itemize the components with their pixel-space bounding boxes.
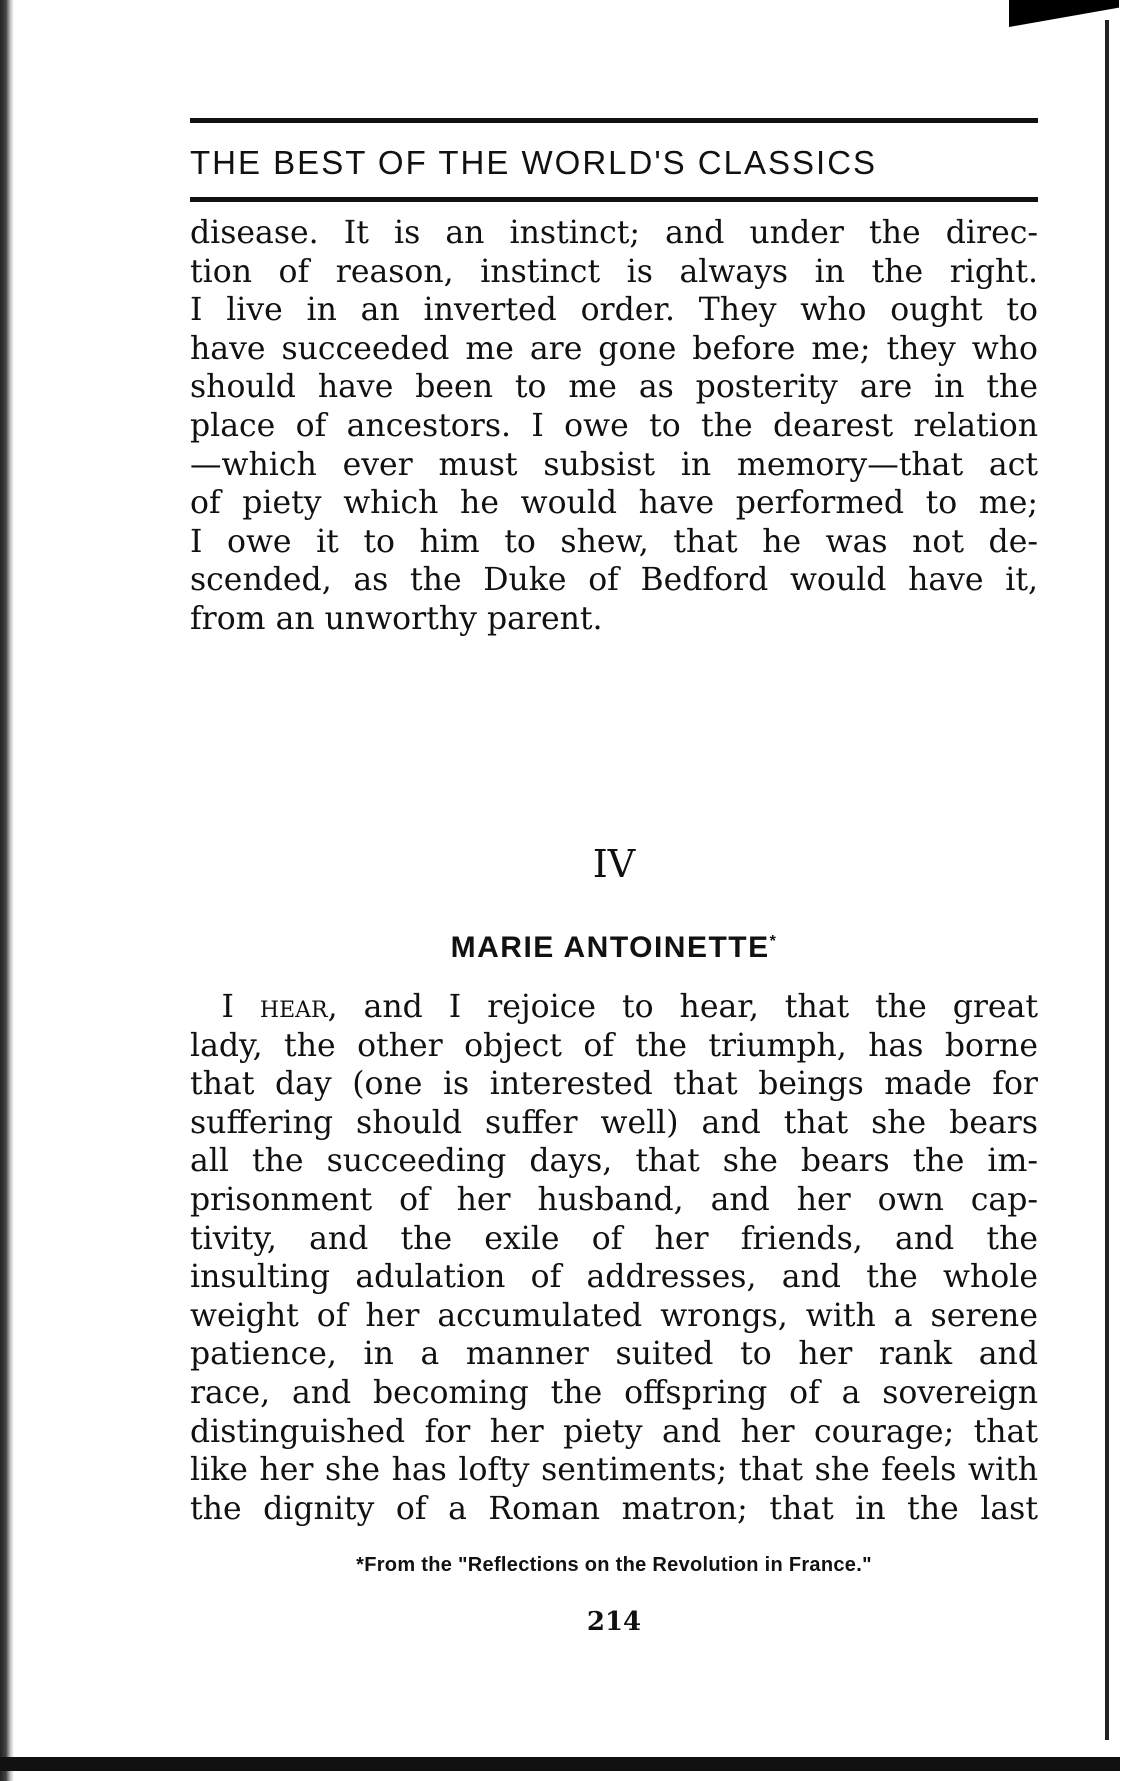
text-line: all the succeeding days, that she bears the im- (190, 1143, 1038, 1180)
text-line: suffering should suffer well) and that she bears (190, 1104, 1038, 1141)
page-number: 214 (586, 1607, 642, 1638)
opening-smallcaps: hear (259, 989, 328, 1025)
text-line: the dignity of a Roman matron; that in the last (190, 1490, 1038, 1527)
text-line: that day (one is interested that beings made for (190, 1066, 1038, 1103)
text-line: tivity, and the exile of her friends, and the (190, 1220, 1038, 1257)
text-line: I owe it to him to shew, that he was not de- (190, 523, 1038, 560)
text-line: should have been to me as posterity are in the (190, 369, 1038, 406)
chapter-title-text: MARIE ANTOINETTE (450, 931, 770, 964)
opening-word: I (221, 989, 234, 1025)
book-spine-edge (0, 0, 14, 1781)
text-line: I live in an inverted order. They who ought to (190, 292, 1038, 329)
text-line: scended, as the Duke of Bedford would have it, (190, 562, 1038, 599)
text-line: of piety which he would have performed to me; (190, 485, 1038, 522)
text-line: tion of reason, instinct is always in the right. (190, 253, 1038, 290)
text-line: lady, the other object of the triumph, has borne (190, 1027, 1038, 1064)
text-line: race, and becoming the offspring of a sovereign (190, 1374, 1038, 1411)
footnote-marker: * (769, 933, 778, 950)
text-line: prisonment of her husband, and her own cap- (190, 1181, 1038, 1218)
opening-line (190, 988, 1038, 1027)
footnote: *From the "Reflections on the Revolution in France." (356, 1554, 872, 1577)
book-page (190, 118, 1038, 1637)
text-line: place of ancestors. I owe to the dearest relation (190, 407, 1038, 444)
text-line: patience, in a manner suited to her rank and (190, 1336, 1038, 1373)
text-line: —which ever must subsist in memory—that act (190, 446, 1038, 483)
text-line: from an unworthy parent. (190, 600, 603, 637)
text-line: insulting adulation of addresses, and the whole (190, 1259, 1038, 1296)
paragraph-continued (190, 214, 1038, 644)
opening-line-rest: , and I rejoice to hear, that the great (327, 989, 1039, 1025)
header-rule-top (190, 118, 1038, 123)
text-line: distinguished for her piety and her courage; that (190, 1413, 1038, 1450)
page-right-edge (1105, 20, 1109, 1740)
section-number: IV (592, 842, 636, 886)
page-bottom-edge (0, 1757, 1120, 1771)
chapter-title (190, 922, 1038, 968)
running-head: THE BEST OF THE WORLD'S CLASSICS (190, 144, 878, 181)
header-rule-bottom (190, 197, 1038, 202)
paragraph-opening (190, 988, 1038, 1528)
text-line: like her she has lofty sentiments; that she feels with (190, 1452, 1038, 1489)
text-line: disease. It is an instinct; and under the direc- (190, 215, 1038, 251)
text-line: weight of her accumulated wrongs, with a serene (190, 1297, 1038, 1334)
text-line: have succeeded me are gone before me; they who (190, 330, 1038, 367)
page-corner-shadow (1009, 0, 1119, 40)
